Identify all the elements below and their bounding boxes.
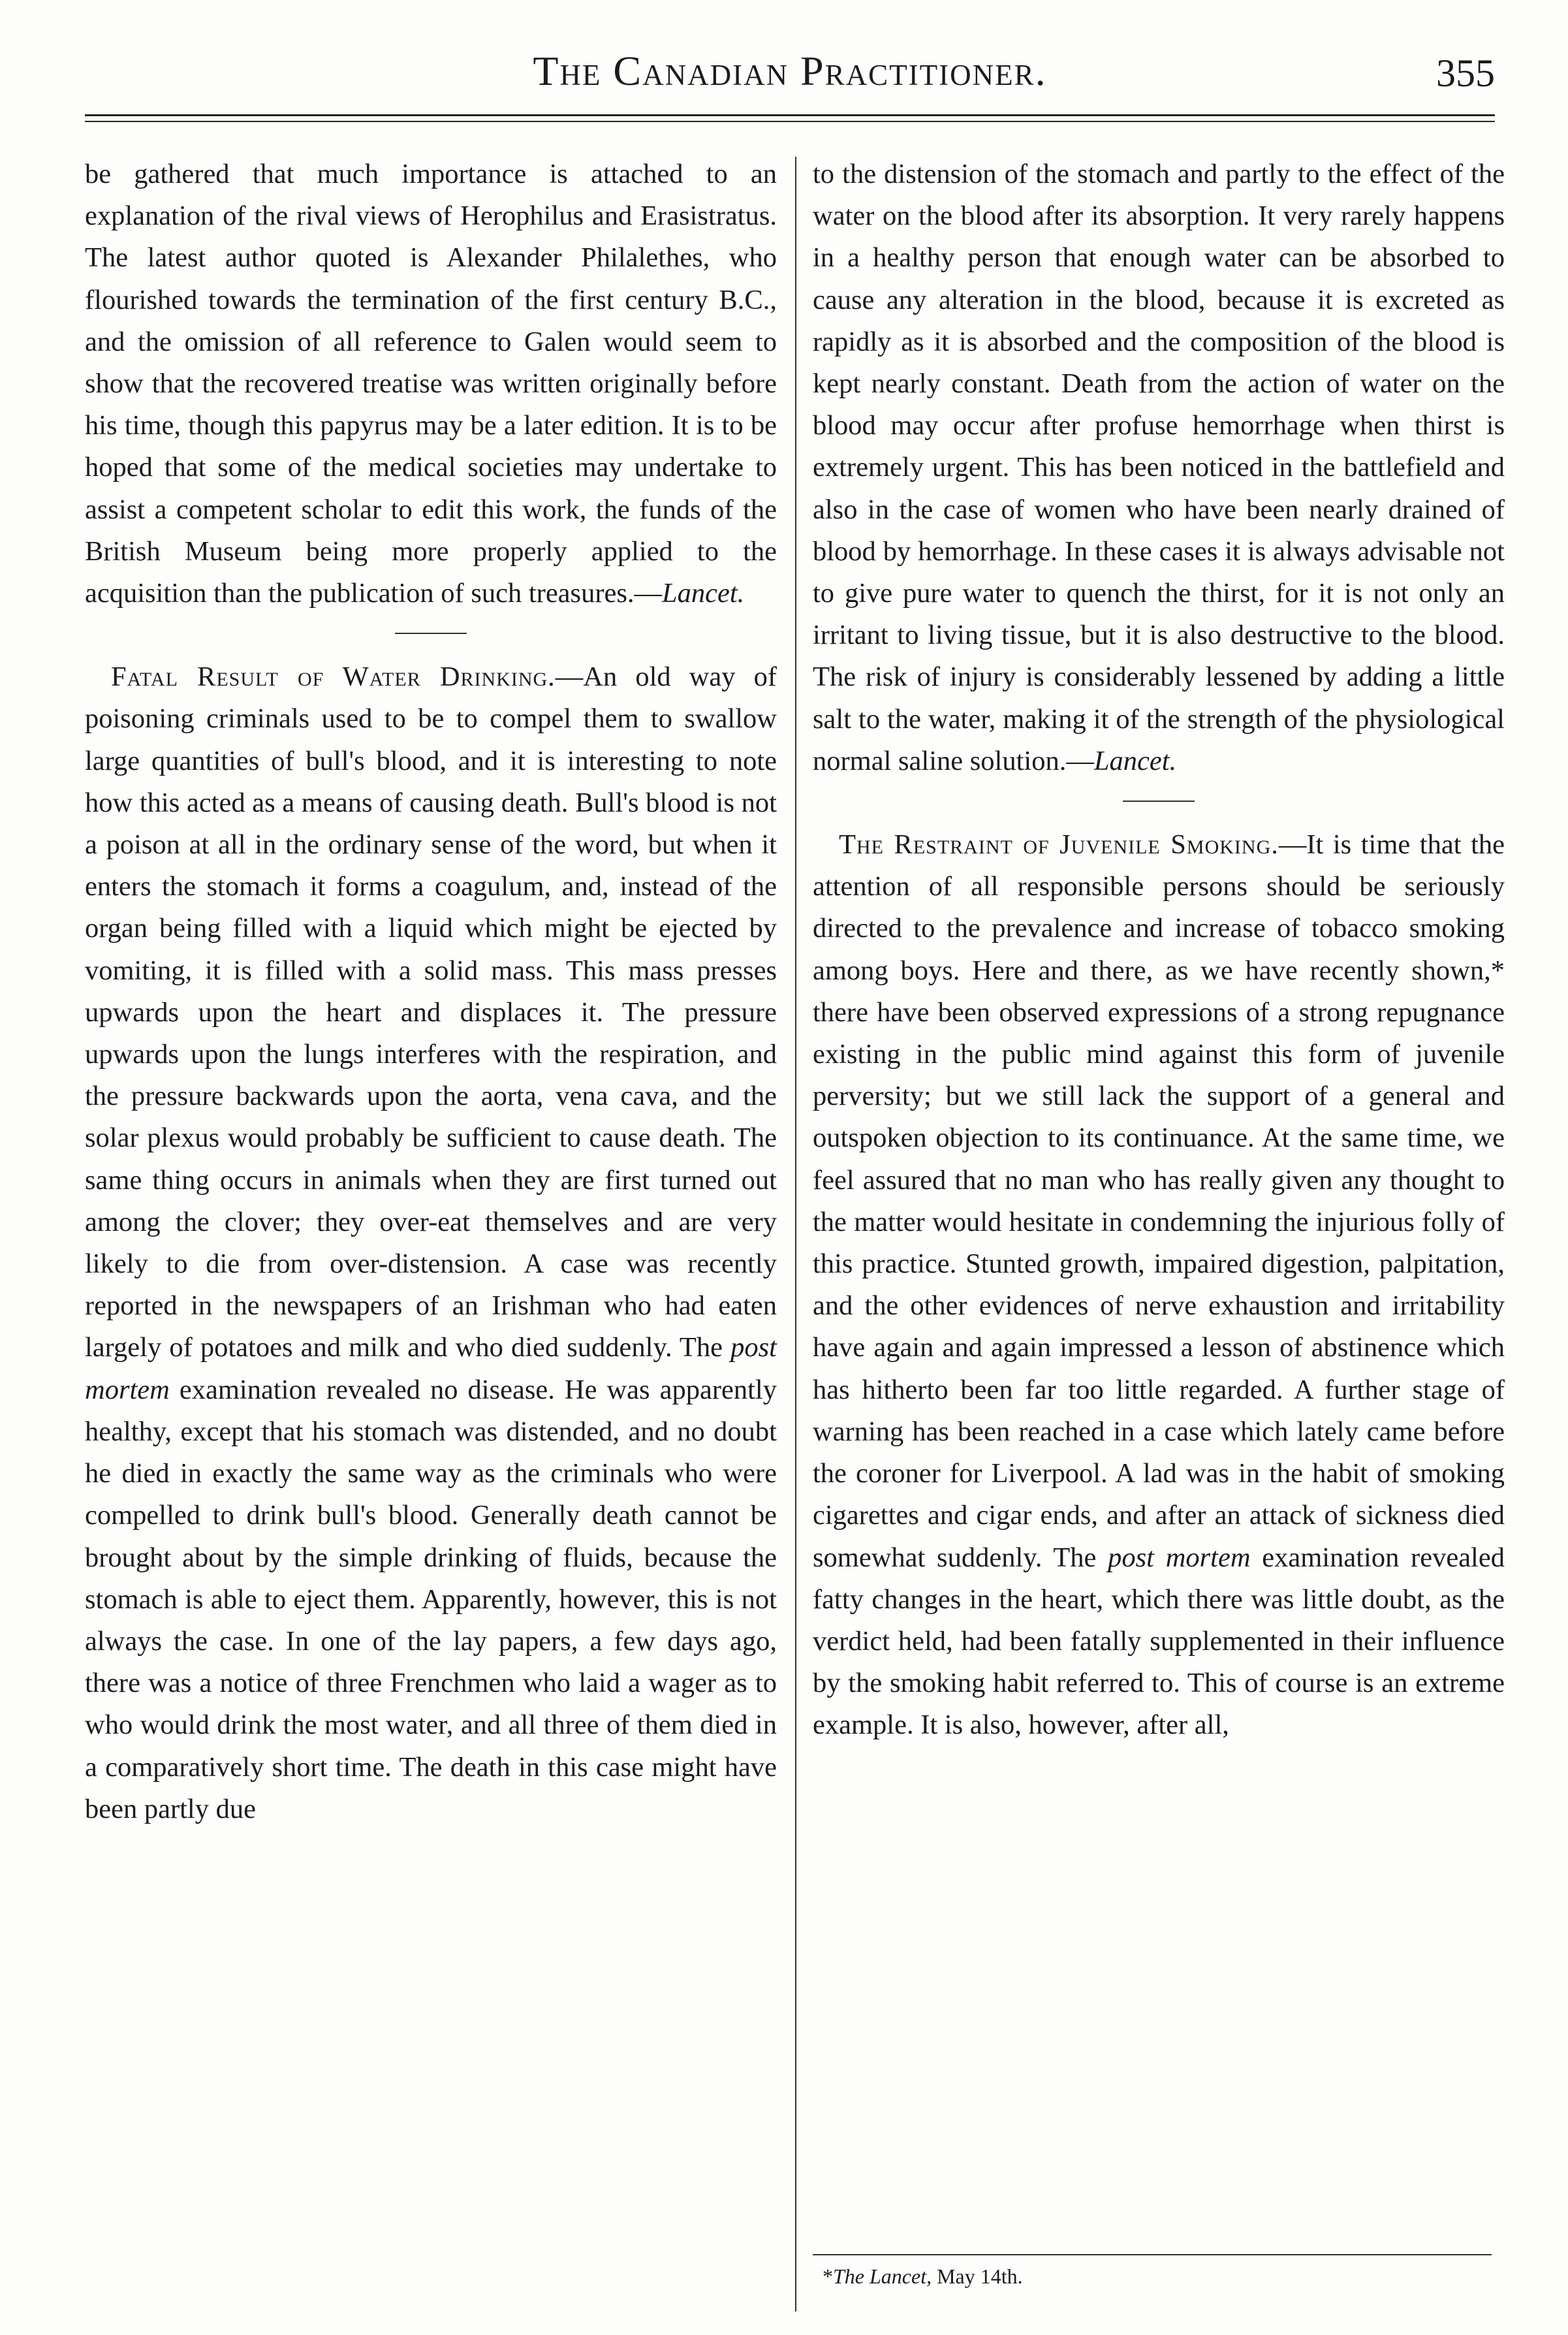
section-separator: [395, 633, 467, 634]
page-header: [85, 39, 1495, 124]
article-heading-water-drinking: Fatal Result of Water Drinking.: [111, 661, 556, 693]
header-rule: [85, 114, 1495, 116]
header-rule-secondary: [85, 121, 1495, 122]
article-text: examination revealed fatty changes in the heart, which there was little doubt, as the verdict held, had been fatally supplemented in their influence by the smoking habit referred to. This of course is an extreme example. It is also, however, after all,: [813, 1542, 1505, 1741]
page-number: 355: [1436, 52, 1495, 95]
footnote: [823, 2263, 1023, 2289]
section-separator: [1123, 801, 1195, 802]
article-juvenile-smoking: [813, 824, 1505, 1746]
left-continuation-paragraph: [85, 153, 777, 614]
footnote-rule: [813, 2254, 1492, 2255]
right-continuation-text: to the distension of the stomach and partly to the effect of the water on the blood after its absorption. It very rarely happens in a healthy person that enough water can be absorbed to cause any alteration in the blood, because it is excreted as rapidly as it is absorbed and the composition of the blood is kept nearly constant. Death from the action of water on the blood may occur after profuse hemorrhage when thirst is extremely urgent. This has been noticed in the battlefield and also in the case of women who have been nearly drained of blood by hemorrhage. In these cases it is always advisable not to give pure water to quench the thirst, for it is not only an irritant to living tissue, but it is also destructive to the blood. The risk of injury is considerably lessened by adding a little salt to the water, making it of the strength of the physiological normal saline solution.—: [813, 159, 1505, 776]
left-column: [85, 153, 777, 1830]
article-text: —It is time that the attention of all responsible persons should be seriously directed to the prevalence and increase of tobacco smoking among boys. Here and there, as we have recently shown,* there have been observed expressions of a strong repugnance existing in the public mind against this form of juvenile perversity; but we still lack the support of a general and outspoken objection to its continuance. At the same time, we feel assured that no man who has really given any thought to the matter would hesitate in condemning the injurious folly of this practice. Stunted growth, impaired digestion, palpitation, and the other evidences of nerve exhaustion and irritability have again and again impressed a lesson of abstinence which has hitherto been far too little regarded. A further stage of warning has been reached in a case which lately came before the coroner for Liverpool. A lad was in the habit of smoking cigarettes and cigar ends, and after an attack of sickness died somewhat suddenly. The: [813, 829, 1505, 1573]
column-divider: [795, 157, 796, 2311]
article-text: examination revealed no disease. He was apparently healthy, except that his stomach was distended, and no doubt he died in exactly the same way as the criminals who were compelled to drink bull's blood. Generally death cannot be brought about by the simple drinking of fluids, because the stomach is able to eject them. Apparently, however, this is not always the case. In one of the lay papers, a few days ago, there was a notice of three Frenchmen who laid a wager as to who would drink the most water, and all three of them died in a comparatively short time. The death in this case might have been partly due: [85, 1374, 777, 1824]
footnote-marker: *: [823, 2264, 833, 2288]
article-italic-term: post mortem: [85, 1332, 777, 1405]
article-water-drinking: [85, 656, 777, 1830]
article-heading-juvenile-smoking: The Restraint of Juvenile Smoking.: [839, 829, 1279, 861]
article-italic-term: post mortem: [1108, 1542, 1251, 1573]
right-continuation-paragraph: [813, 153, 1505, 782]
footnote-source: The Lancet,: [833, 2264, 932, 2288]
article-text: —An old way of poisoning criminals used to be to compel them to swallow large quantities of bull's blood, and it is interesting to note how this acted as a means of causing death. Bull's blood is not a poison at all in the ordinary sense of the word, but when it enters the stomach it forms a coagulum, and, instead of the organ being filled with a liquid which might be ejected by vomiting, it is filled with a solid mass. This mass presses upwards upon the heart and displaces it. The pressure upwards upon the lungs interferes with the respiration, and the pressure backwards upon the aorta, vena cava, and the solar plexus would probably be sufficient to cause death. The same thing occurs in animals when they are first turned out among the clover; they over-eat themselves and are very likely to die from over-distension. A case was recently reported in the newspapers of an Irishman who had eaten largely of potatoes and milk and who died suddenly. The: [85, 661, 777, 1363]
journal-title: The Canadian Practitioner.: [533, 48, 1047, 94]
left-continuation-text: be gathered that much importance is attached to an explanation of the rival views of Herophilus and Erasistratus. The latest author quoted is Alexander Philalethes, who flourished towards the termination of the first century B.C., and the omission of all reference to Galen would seem to show that the recovered treatise was written originally before his time, though this papyrus may be a later edition. It is to be hoped that some of the medical societies may undertake to assist a competent scholar to edit this work, the funds of the British Museum being more properly applied to the acquisition than the publication of such treasures.—: [85, 159, 777, 609]
right-continuation-source: Lancet.: [1093, 745, 1177, 776]
right-column: [813, 153, 1505, 1747]
footnote-date: May 14th.: [932, 2264, 1023, 2288]
left-continuation-source: Lancet.: [662, 578, 745, 609]
